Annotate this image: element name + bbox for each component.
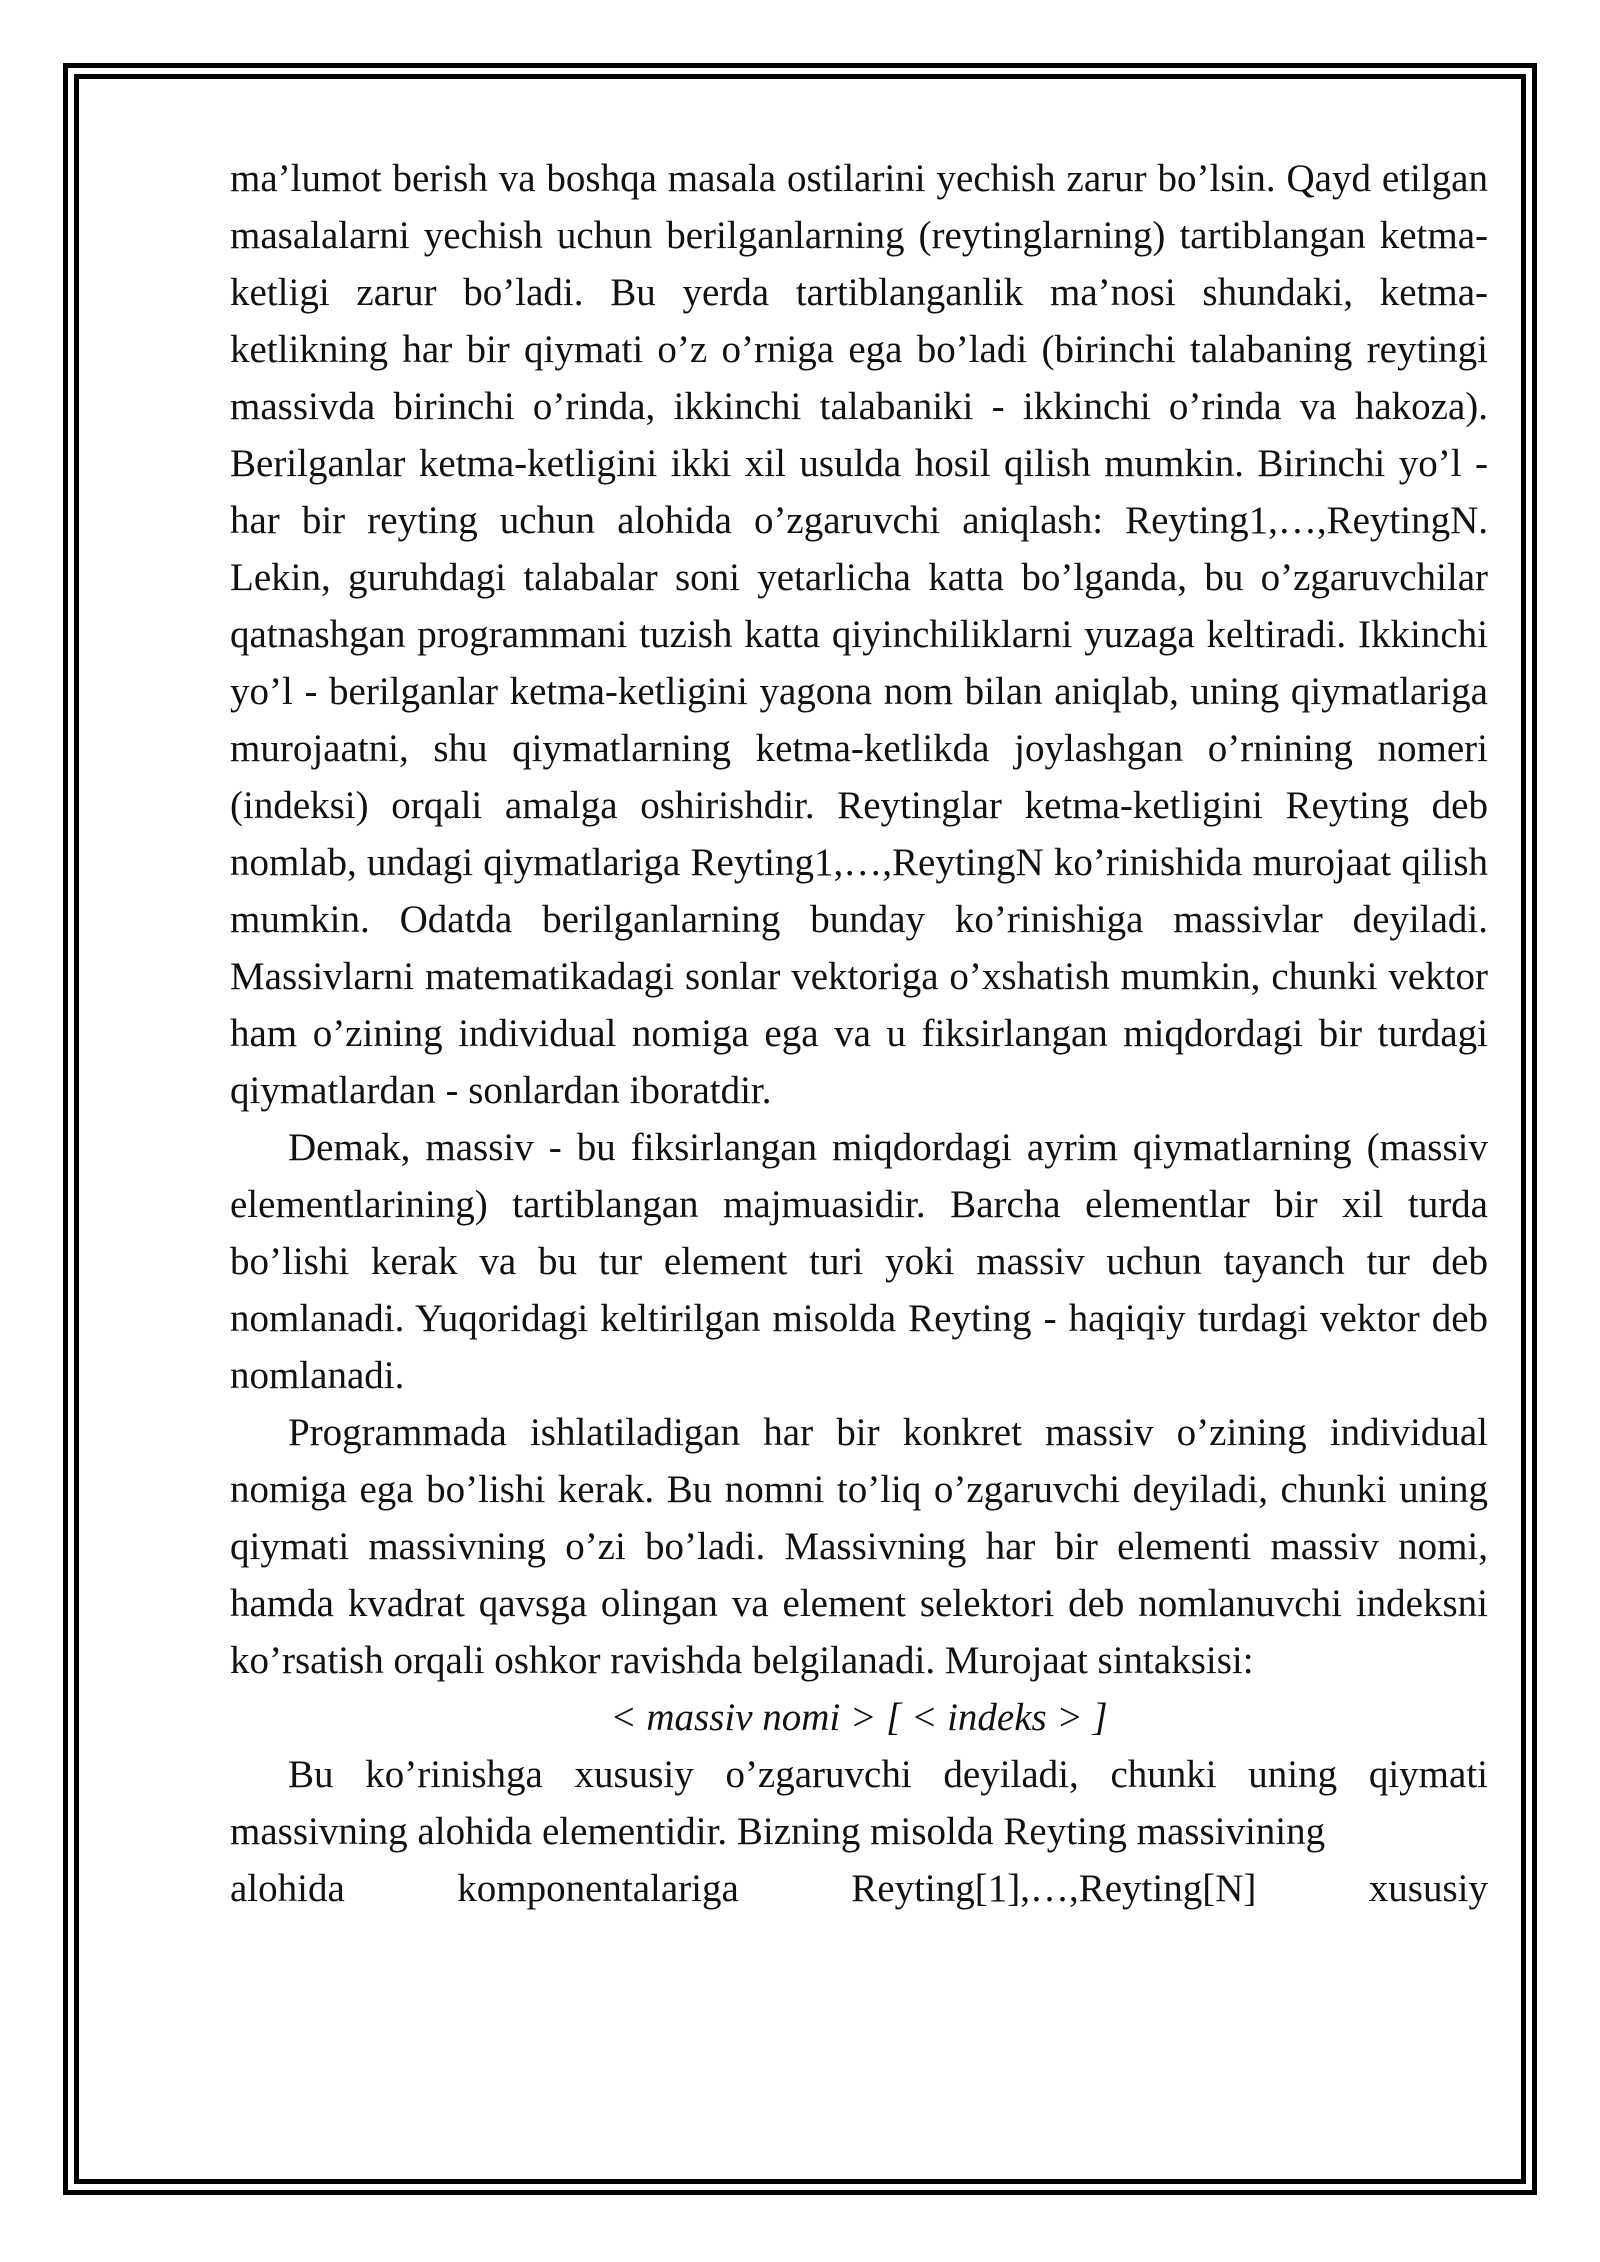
syntax-formula: < massiv nomi > [ < indeks > ] <box>610 1696 1108 1739</box>
paragraph-4: Bu ko’rinishga xususiy o’zgaruvchi deyiladi, chunki uning qiymati massivning alohida elementidir. Bizning misolda Reyting massivining <box>230 1753 1488 1853</box>
paragraph-3: Programmada ishlatiladigan har bir konkret massiv o’zining individual nomiga ega bo’lishi kerak. Bu nomni to’liq o’zgaruvchi deyiladi, chunki uning qiymati massivning o’zi bo’ladi. Massivning har bir elementi massiv nomi, hamda kvadrat qavsga olingan va element selektori deb nomlanuvchi indeksni ko’rsatish orqali oshkor ravishda belgilanadi. Murojaat sintaksisi: <box>230 1411 1488 1682</box>
last-line-word: alohida <box>230 1867 345 1910</box>
paragraph-2: Demak, massiv - bu fiksirlangan miqdordagi ayrim qiymatlarning (massiv elementlarining) tartiblangan majmuasidir. Barcha elementlar bir xil turda bo’lishi kerak va bu tur element turi yoki massiv uchun tayanch tur deb nomlanadi. Yuqoridagi keltirilgan misolda Reyting - haqiqiy turdagi vektor deb nomlanadi. <box>230 1126 1488 1397</box>
last-line-word: xususiy <box>1368 1867 1488 1910</box>
document-body <box>230 150 1488 1917</box>
paragraph-4-last-line <box>230 1860 1488 1917</box>
paragraph-1: ma’lumot berish va boshqa masala ostilarini yechish zarur bo’lsin. Qayd etilgan masalalarni yechish uchun berilganlarning (reytinglarning) tartiblangan ketma-ketligi zarur bo’ladi. Bu yerda tartiblanganlik ma’nosi shundaki, ketma-ketlikning har bir qiymati o’z o’rniga ega bo’ladi (birinchi talabaning reytingi massivda birinchi o’rinda, ikkinchi talabaniki - ikkinchi o’rinda va hakoza). Berilganlar ketma-ketligini ikki xil usulda hosil qilish mumkin. Birinchi yo’l - har bir reyting uchun alohida o’zgaruvchi aniqlash: Reyting1,…,ReytingN. Lekin, guruhdagi talabalar soni yetarlicha katta bo’lganda, bu o’zgaruvchilar qatnashgan programmani tuzish katta qiyinchiliklarni yuzaga keltiradi. Ikkinchi yo’l - berilganlar ketma-ketligini yagona nom bilan aniqlab, uning qiymatlariga murojaatni, shu qiymatlarning ketma-ketlikda joylashgan o’rnining nomeri (indeksi) orqali amalga oshirishdir. Reytinglar ketma-ketligini Reyting deb nomlab, undagi qiymatlariga Reyting1,…,ReytingN ko’rinishida murojaat qilish mumkin. Odatda berilganlarning bunday ko’rinishiga massivlar deyiladi. Massivlarni matematikadagi sonlar vektoriga o’xshatish mumkin, chunki vektor ham o’zining individual nomiga ega va u fiksirlangan miqdordagi bir turdagi qiymatlardan - sonlardan iboratdir. <box>230 157 1488 1112</box>
last-line-word: komponentalariga <box>457 1867 739 1910</box>
last-line-word: Reyting[1],…,Reyting[N] <box>851 1867 1257 1910</box>
